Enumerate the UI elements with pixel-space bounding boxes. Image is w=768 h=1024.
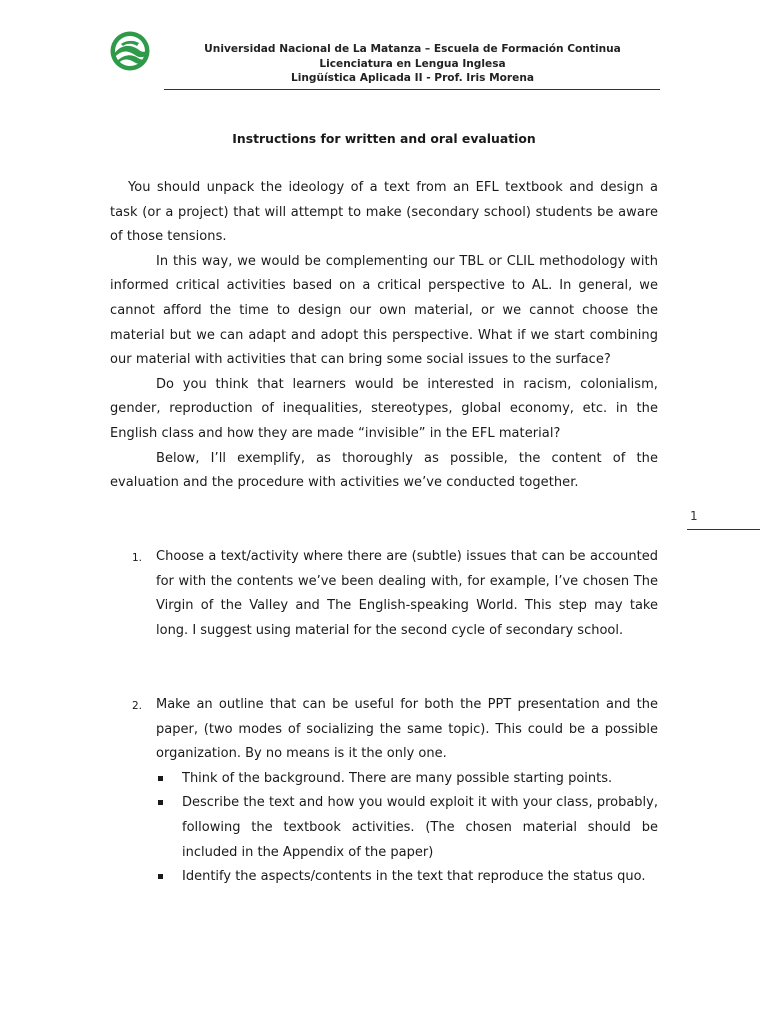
bullet-item (110, 767, 658, 792)
page-number: 1 (690, 509, 698, 523)
list-number: 1. (132, 552, 143, 564)
paragraph: Below, I’ll exemplify, as thoroughly as possible, the content of the evaluation and the procedure with activities we’ve conducted together. (110, 450, 658, 491)
page-title: Instructions for written and oral evaluation (232, 131, 536, 146)
bullet-icon (158, 800, 163, 805)
paragraph: You should unpack the ideology of a text from an EFL textbook and design a task (or a project) that will attempt to make (secondary school) students be aware of those tensions. (110, 180, 658, 245)
bullet-item (110, 791, 658, 865)
list-number: 2. (132, 700, 143, 712)
bullet-text: Describe the text and how you would exploit it with your class, probably, following the textbook activities. (The chosen material should be included in the Appendix of the paper) (182, 795, 658, 860)
bullet-text: Think of the background. There are many possible starting points. (182, 770, 613, 786)
numbered-list-item (110, 693, 658, 890)
paragraph: In this way, we would be complementing our TBL or CLIL methodology with informed critical activities based on a critical perspective to AL. In general, we cannot afford the time to design our own material, or we cannot choose the material but we can adapt and adopt this perspective. What if we start combining our material with activities that can bring some social issues to the surface? (110, 253, 658, 368)
header-course: Lingüística Aplicada II - Prof. Iris Morena (290, 72, 535, 84)
numbered-list-item (110, 545, 658, 643)
header-institution: Universidad Nacional de La Matanza – Escuela de Formación Continua (204, 43, 621, 55)
bullet-item (110, 865, 658, 890)
list-item-text: Make an outline that can be useful for both the PPT presentation and the paper, (two modes of socializing the same topic). This could be a possible organization. By no means is it the only one. (156, 697, 658, 762)
bullet-text: Identify the aspects/contents in the text that reproduce the status quo. (182, 869, 646, 885)
header-program: Licenciatura en Lengua Inglesa (319, 57, 506, 70)
document-header (165, 42, 660, 86)
paragraph: Do you think that learners would be interested in racism, colonialism, gender, reproduction of inequalities, stereotypes, global economy, etc. in the English class and how they are made “invisible” in the EFL material? (110, 376, 658, 441)
header-divider (164, 89, 660, 90)
university-logo-icon (109, 30, 151, 72)
page-number-rule (687, 529, 760, 530)
bullet-list (110, 767, 658, 890)
bullet-icon (158, 776, 163, 781)
body-text (110, 176, 658, 496)
list-item-text: Choose a text/activity where there are (subtle) issues that can be accounted for with the contents we’ve been dealing with, for example, I’ve chosen The Virgin of the Valley and The English-speaking World. This step may take long. I suggest using material for the second cycle of secondary school. (156, 549, 658, 638)
bullet-icon (158, 874, 163, 879)
